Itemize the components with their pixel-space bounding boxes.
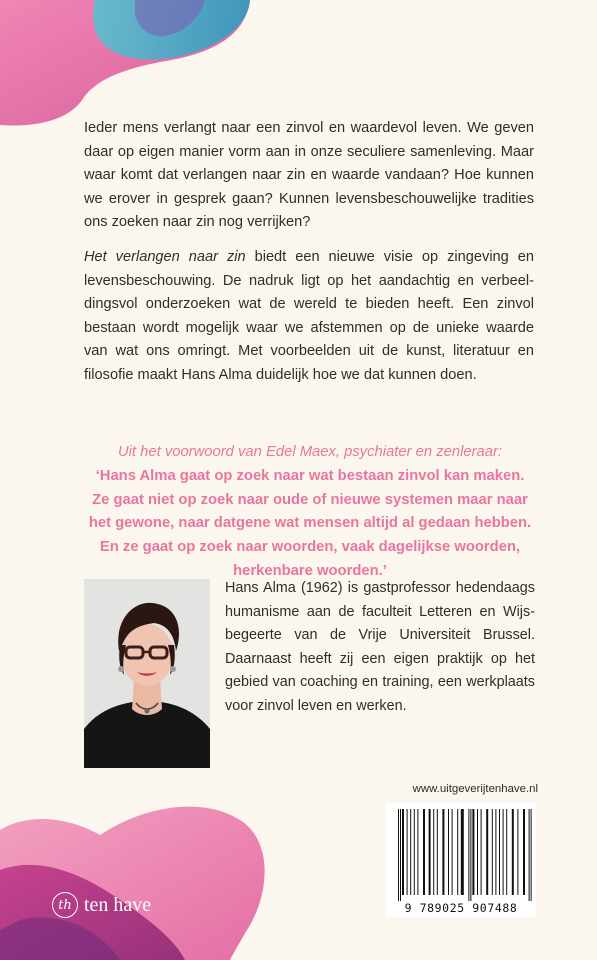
- barcode-bar: [486, 809, 488, 895]
- barcode-bar: [437, 809, 438, 895]
- barcode-bar: [433, 809, 434, 895]
- description-text: biedt een nieuwe visie op zingeving en: [245, 249, 534, 265]
- barcode-bar: [429, 809, 431, 895]
- barcode-bar: [472, 809, 474, 895]
- intro-line: we erover in gesprek gaan? Kunnen levensbeschouwelijke tradities: [84, 190, 534, 207]
- foreword-quote: [84, 441, 536, 584]
- barcode-bar: [523, 809, 525, 895]
- barcode-bar: [506, 809, 507, 895]
- intro-line: ons zoeken naar zin nog verrijken?: [84, 214, 311, 231]
- barcode-bar: [529, 809, 530, 901]
- barcode-bar: [452, 809, 453, 895]
- bio-line: gebied van coaching en training, een werkplaats: [225, 674, 535, 690]
- quote-line: het gewone, naar datgene wat mensen altijd al gedaan hebben.: [88, 515, 532, 532]
- barcode-bar: [398, 809, 399, 901]
- top-watercolor-decoration: [0, 0, 300, 130]
- barcode-bar: [512, 809, 514, 895]
- barcode-bar: [448, 809, 449, 895]
- barcode-bars: [386, 803, 536, 901]
- barcode-bar: [402, 809, 404, 895]
- bio-line: Hans Alma (1962) is gastprofessor hedendaags: [225, 580, 535, 596]
- barcode-bar: [407, 809, 408, 895]
- publisher-logo-text: ten have: [84, 893, 152, 916]
- bio-line: voor zinvol leven en werken.: [225, 697, 407, 714]
- isbn-barcode: [386, 803, 536, 917]
- quote-line: ‘Hans Alma gaat op zoek naar wat bestaan zinvol kan maken.: [95, 467, 525, 484]
- barcode-bar: [499, 809, 500, 895]
- barcode-bar: [481, 809, 482, 895]
- intro-line: Ieder mens verlangt naar een zinvol en waardevol leven. We geven: [84, 120, 534, 136]
- description-line: filosofie maakt Hans Alma duidelijk hoe we dat kunnen doen.: [84, 366, 477, 383]
- description-line: van wat ons omringt. Met voorbeelden uit de kunst, literatuur en: [84, 343, 534, 360]
- barcode-bar: [531, 809, 532, 901]
- publisher-logo-mark: th: [52, 892, 78, 918]
- bottom-watercolor-decoration: [0, 800, 300, 960]
- author-photo: [84, 579, 210, 768]
- intro-line: waar komt dat verlangen naar zin en waarde vandaan? Hoe kunnen: [84, 167, 534, 184]
- description-line: levensbeschouwing. De nadruk ligt op het aandachtig en verbeel-: [84, 272, 534, 289]
- barcode-bar: [457, 809, 458, 895]
- bio-line: begeerte van de Vrije Universiteit Brussel.: [225, 627, 535, 643]
- quote-line: En ze gaat op zoek naar woorden, vaak dagelijkse woorden,: [99, 539, 521, 556]
- bio-line: Daarnaast heeft zij een eigen praktijk op het: [225, 650, 535, 667]
- intro-line: daar op eigen manier vorm aan in onze seculiere samenleving. Maar: [84, 143, 534, 160]
- intro-paragraph: [84, 117, 534, 235]
- barcode-bar: [470, 809, 471, 901]
- description-paragraph: [84, 246, 534, 388]
- barcode-bar: [400, 809, 401, 901]
- barcode-bar: [503, 809, 504, 895]
- description-line: dingsvol onderzoeken wat de wereld te bieden heeft. Een zinvol: [84, 296, 534, 313]
- barcode-bar: [517, 809, 518, 895]
- barcode-bar: [461, 809, 464, 895]
- publisher-url[interactable]: www.uitgeverijtenhave.nl: [412, 783, 538, 795]
- book-title: Het verlangen naar zin: [84, 249, 246, 265]
- description-line: [84, 246, 534, 270]
- description-line: bestaan wordt mogelijk waar we afstemmen op de unieke waarde: [84, 319, 534, 336]
- barcode-bar: [410, 809, 411, 895]
- quote-line: herkenbare woorden.’: [233, 562, 387, 579]
- barcode-bar: [417, 809, 418, 895]
- barcode-bar: [468, 809, 469, 901]
- quote-line: Ze gaat niet op zoek naar oude of nieuwe systemen maar naar: [92, 491, 528, 508]
- quote-attribution: Uit het voorwoord van Edel Maex, psychiater en zenleraar:: [117, 444, 503, 460]
- author-bio: [225, 577, 535, 718]
- barcode-bar: [477, 809, 478, 895]
- publisher-logo: [52, 892, 151, 918]
- barcode-bar: [414, 809, 415, 895]
- isbn-number: 9 789025 907488: [404, 901, 518, 915]
- barcode-bar: [423, 809, 425, 895]
- barcode-bar: [492, 809, 493, 895]
- barcode-bar: [495, 809, 496, 895]
- bio-line: humanisme aan de faculteit Letteren en Wijs-: [225, 603, 535, 620]
- barcode-bar: [442, 809, 444, 895]
